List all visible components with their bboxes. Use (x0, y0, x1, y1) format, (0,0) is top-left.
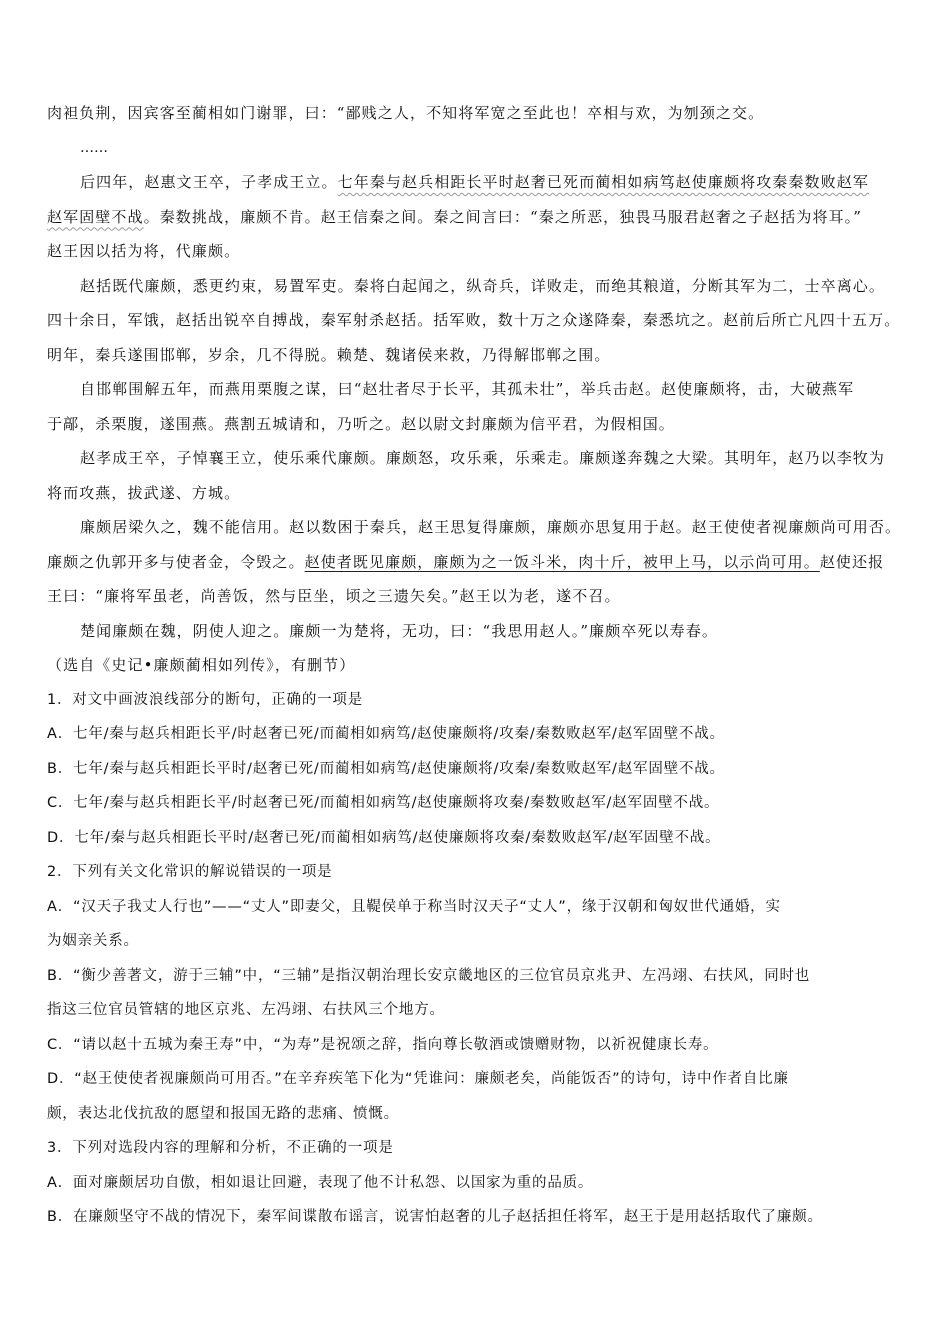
passage-text: 后四年，赵惠文王卒，子孝成王立。 (80, 173, 338, 191)
answer-option: B．在廉颇坚守不战的情况下，秦军间谍散布谣言，说害怕赵奢的儿子赵括担任将军，赵王于是用赵括取代了廉颇。 (47, 1209, 823, 1225)
question-stem: 3．下列对选段内容的理解和分析，不正确的一项是 (47, 1140, 394, 1156)
passage-line: 赵王因以括为将，代廉颇。 (47, 242, 241, 260)
passage-line: 于鄗，杀栗腹，遂围燕。燕割五城请和，乃听之。赵以尉文封廉颇为信平君，为假相国。 (47, 414, 675, 433)
answer-option-continued: 颇，表达北伐抗敌的愿望和报国无路的悲痛、愤慨。 (47, 1105, 399, 1122)
ellipsis: …… (80, 139, 108, 156)
answer-option: C．七年/秦与赵兵相距长平/时赵奢已死/而蔺相如病笃/赵使廉颇将攻秦/秦数败赵军/赵军固壁不战。 (47, 795, 720, 811)
answer-option: A．“汉天子我丈人行也”——“丈人”即妻父，且鞮侯单于称当时汉天子“丈人”，缘于汉朝和匈奴世代通婚，实 (47, 898, 781, 915)
passage-line (47, 200, 917, 235)
passage-line: 明年，秦兵遂围邯郸，岁余，几不得脱。赖楚、魏诸侯来救，乃得解邯郸之围。 (47, 345, 611, 364)
passage-line: 自邯郸围解五年，而燕用栗腹之谋，曰“赵壮者尽于长平，其孤未壮”，举兵击赵。赵使廉颇将，击，大破燕军 (80, 380, 855, 398)
passage-line: 赵孝成王卒，子悼襄王立，使乐乘代廉颇。廉颇怒，攻乐乘，乐乘走。廉颇遂奔魏之大梁。其明年，赵乃以李牧为 (80, 449, 886, 467)
passage-line: 将而攻燕，拔武遂、方城。 (47, 483, 241, 502)
answer-option: C．“请以赵十五城为秦王寿”中，“为寿”是祝颂之辞，指向尊长敬酒或馈赠财物，以祈祝健康长寿。 (47, 1036, 719, 1053)
passage-line: 楚闻廉颇在魏，阴使人迎之。廉颇一为楚将，无功，曰：“我思用赵人。”廉颇卒死以寿春。 (80, 621, 718, 640)
question-stem: 1．对文中画波浪线部分的断句，正确的一项是 (47, 691, 364, 708)
answer-option: A．面对廉颇居功自傲，相如退让回避，表现了他不计私怨、以国家为重的品质。 (47, 1174, 594, 1191)
passage-line: 赵括既代廉颇，悉更约束，易置军吏。秦将白起闻之，纵奇兵，详败走，而绝其粮道，分断其军为二，士卒离心。 (80, 276, 886, 295)
source-citation: （选自《史记•廉颇蔺相如列传》，有删节） (47, 656, 356, 674)
passage-line: 王曰：“廉将军虽老，尚善饭，然与臣坐，顷之三遗矢矣。”赵王以为老，遂不召。 (47, 587, 621, 605)
passage-text: 廉颇之仇郭开多与使者金，令毁之。 (47, 552, 305, 571)
answer-option: A．七年/秦与赵兵相距长平/时赵奢已死/而蔺相如病笃/赵使廉颇将/攻秦/秦数败赵军/赵军固壁不战。 (47, 726, 725, 742)
wavy-underlined-text: 赵军固壁不战 (47, 207, 144, 226)
answer-option: D．“赵王使使者视廉颇尚可用否。”在辛弃疾笔下化为“凭谁问：廉颇老矣，尚能饭否”的诗句，诗中作者自比廉 (47, 1071, 789, 1087)
answer-option: B．“衡少善著文，游于三辅”中，“三辅”是指汉朝治理长安京畿地区的三位官员京兆尹、左冯翊、右扶风，同时也 (47, 967, 811, 984)
document-page (47, 96, 917, 1235)
answer-option-continued: 为姻亲关系。 (47, 933, 139, 949)
answer-option: B．七年/秦与赵兵相距长平时/赵奢已死/而蔺相如病笃/赵使廉颇将/攻秦/秦数败赵军/赵军固壁不战。 (47, 760, 725, 777)
wavy-underlined-text: 七年秦与赵兵相距长平时赵奢已死而蔺相如病笃赵使廉颇将攻秦秦数败赵军 (337, 173, 869, 191)
answer-option-continued: 指这三位官员管辖的地区京兆、左冯翊、右扶风三个地方。 (47, 1002, 445, 1018)
passage-line: 肉袒负荆，因宾客至蔺相如门谢罪，曰：“鄙贱之人，不知将军宽之至此也！卒相与欢，为刎颈之交。 (47, 104, 765, 122)
passage-text: 。秦数挑战，廉颇不肯。赵王信秦之间。秦之间言曰：“秦之所恶，独畏马服君赵奢之子赵括为将耳。” (143, 207, 863, 226)
passage-text: 赵使还报 (819, 552, 885, 571)
answer-option: D．七年/秦与赵兵相距长平时/赵奢已死/而蔺相如病笃/赵使廉颇将攻秦/秦数败赵军/赵军固壁不战。 (47, 829, 721, 846)
passage-line: 四十余日，军饿，赵括出锐卒自搏战，秦军射杀赵括。括军败，数十万之众遂降秦，秦悉坑之。赵前后所亡凡四十五万。 (47, 311, 901, 329)
passage-line (47, 545, 917, 580)
underlined-text: 赵使者既见廉颇，廉颇为之一饭斗米，肉十斤，被甲上马，以示尚可用。 (304, 552, 820, 571)
passage-line: 廉颇居梁久之，魏不能信用。赵以数困于秦兵，赵王思复得廉颇，廉颇亦思复用于赵。赵王使使者视廉颇尚可用否。 (80, 518, 902, 536)
passage-line (47, 165, 917, 200)
question-stem: 2．下列有关文化常识的解说错误的一项是 (47, 864, 333, 880)
